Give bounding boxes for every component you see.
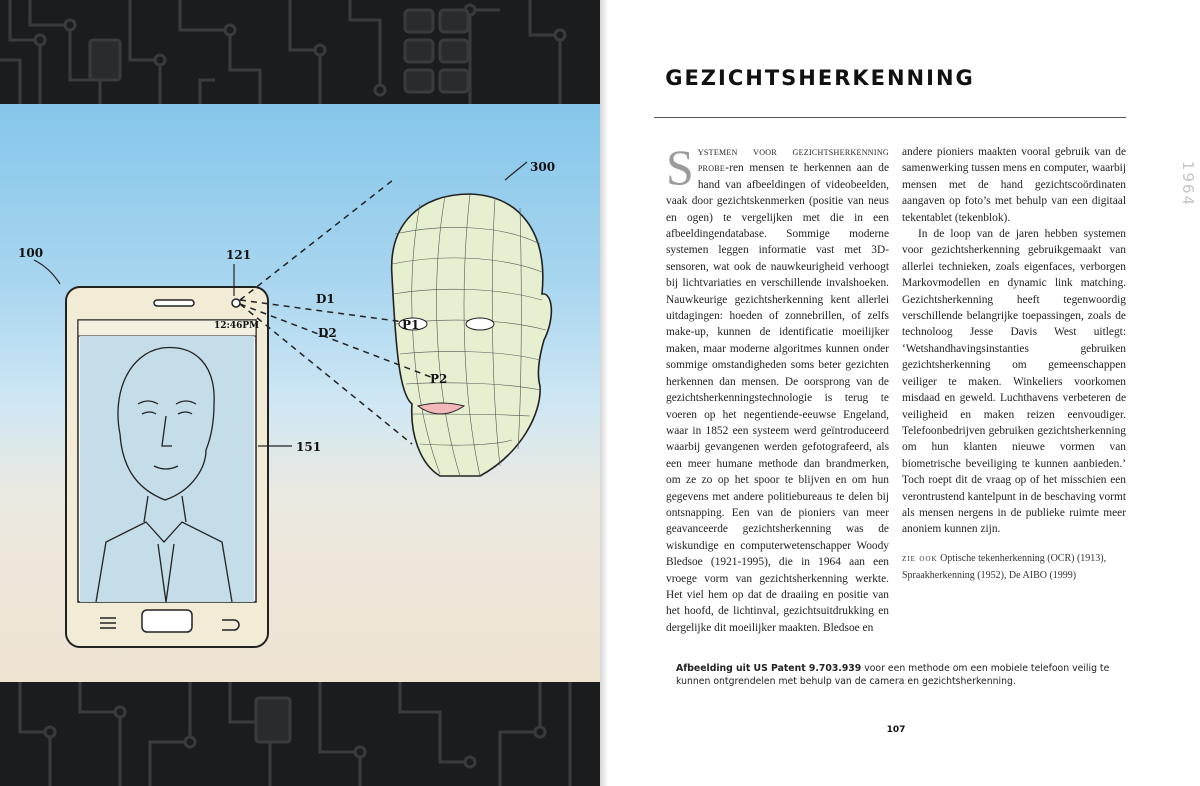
see-also — [902, 550, 1126, 584]
figure-caption — [676, 662, 1146, 688]
book-gutter — [600, 0, 608, 786]
label-100: 100 — [18, 246, 44, 260]
circuit-board-pattern-bottom — [0, 682, 600, 786]
patent-illustration — [0, 104, 600, 682]
year-marker: 1964 — [1179, 160, 1198, 208]
drop-cap: S — [666, 139, 694, 195]
page-title: GEZICHTSHERKENNING — [665, 66, 975, 90]
label-d1: D1 — [316, 292, 335, 306]
lead-in-smallcaps: ystemen voor gezichtsherkenning probe- — [697, 146, 889, 175]
body-column-left — [666, 139, 889, 636]
circuit-board-pattern-top — [0, 0, 600, 104]
status-bar-time: 12:46PM — [214, 321, 260, 331]
label-121: 121 — [226, 248, 252, 262]
label-300: 300 — [530, 160, 556, 174]
label-p2: P2 — [430, 372, 448, 386]
label-151: 151 — [296, 440, 322, 454]
page-number: 107 — [886, 725, 906, 735]
title-divider — [654, 117, 1126, 118]
label-d2: D2 — [318, 326, 337, 340]
see-also-label: zie ook — [902, 553, 938, 564]
caption-text: voor een methode om een mobiele telefoon veilig te kunnen ontgrendelen met behulp van de camera en gezichtsherkenning. — [676, 663, 1110, 687]
text-page — [608, 0, 1200, 786]
see-also-links: Optische tekenherkenning (OCR) (1913), Spraakherkenning (1952), De AIBO (1999) — [902, 553, 1107, 581]
label-p1: P1 — [402, 318, 420, 332]
body-paragraph-2: In de loop van de jaren hebben systemen voor gezichtsherkenning gebruikgemaakt van allerlei technieken, zoals eigenfaces, verborgen Markovmodellen en dynamic link matching. Gezichtsherkenning heeft tegenwoordig verschillende belangrijke toepassingen, zoals de technoloog Jesse Davis West uitlegt: ‘Wetshandhavingsinstanties gebruiken gezichtsherkenning om gemeenschappen veiliger te maken. Winkeliers voorkomen misdaad en geweld. Luchthavens verbeteren de veiligheid en maken reizen eenvoudiger. Telefoonbedrijven gebruiken gezichtsherkenning om hun klanten nieuwe vormen van biometrische beveiliging te kunnen aanbieden.’ Toch roept dit de vraag op of het misschien een verontrustend kantelpunt in de beschaving vormt als mensen nergens in de publieke ruimte meer anoniem kunnen zijn. — [902, 228, 1126, 536]
caption-source: Afbeelding uit US Patent 9.703.939 — [676, 663, 862, 674]
body-column-right — [902, 144, 1126, 538]
body-paragraph-1 — [666, 139, 889, 636]
paragraph-1-text: ren mensen te herkennen aan de hand van afbeeldingen of videobeelden, vaak door gezichtskenmerken (positie van neus en ogen) te vergelijken met die in een afbeeldingendatabase. Sommige moderne systemen leggen informatie vast met 3D-sensoren, wat ook de nauwkeurigheid verhoogt bij lichtvariaties en verschillende invalshoeken. Nauwkeurige gezichtsherkenning kent allerlei uitdagingen: hoeden of zonnebrillen, of zelfs make-up, kunnen de identificatie moeilijker maken, maar moderne algoritmes kunnen onder sommige omstandigheden soms beter gezichten herkennen dan mensen. De oorsprong van de gezichtsherkenningstechnologie is terug te voeren op het negentiende-eeuwse Engeland, waar in 1852 een systeem werd geïntroduceerd waarbij gevangenen werden gefotografeerd, als een meer humane methode dan brandmerken, om ze zo op het spoor te blijven en om hun gegevens met andere politiebureaus te delen bij ontsnapping. Een van de pioniers van meer geavanceerde gezichtsherkenning was de wiskundige en computerwetenschapper Woody Bledsoe (1921-1995), die in 1964 aan een vroege vorm van gezichtsherkenning werkte. Het viel hem op dat de draaiing en positie van het hoofd, de lichtinval, gezichtsuitdrukking en dergelijke dit moeilijker maakten. Bledsoe en — [666, 162, 889, 634]
body-paragraph-1-continued: andere pioniers maakten vooral gebruik van de samenwerking tussen mens en computer, waarbij mensen met de hand gezichtscoördinaten aangaven op foto’s met behulp van een digitaal tekentablet (tekenblok). — [902, 146, 1126, 224]
